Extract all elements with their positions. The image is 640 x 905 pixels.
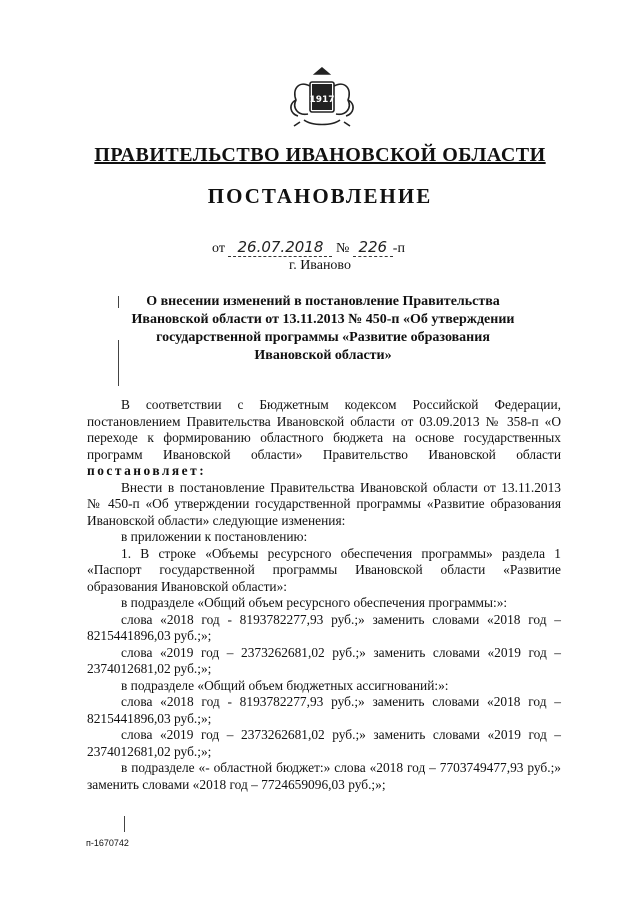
document-code: п-1670742: [86, 838, 129, 848]
paragraph: слова «2019 год – 2373262681,02 руб.;» заменить словами «2019 год – 2374012681,02 руб.;»;: [87, 644, 561, 676]
paragraph: Внести в постановление Правительства Ивановской области от 13.11.2013 № 450-п «Об утверждении государственной программы «Развитие образования Ивановской области» следующие изменения:: [87, 479, 561, 528]
paragraph: слова «2018 год - 8193782277,93 руб.;» заменить словами «2018 год – 8215441896,03 руб.;»;: [87, 611, 561, 643]
document-subject: [112, 293, 534, 365]
coat-of-arms-icon: [286, 64, 358, 130]
document-type: ПОСТАНОВЛЕНИЕ: [207, 184, 433, 208]
subject-line: О внесении изменений в постановление Правительства: [146, 294, 500, 309]
svg-text:1917: 1917: [309, 95, 335, 105]
paragraph: в приложении к постановлению:: [121, 529, 308, 544]
subject-line: государственной программы «Развитие образования: [156, 330, 490, 345]
date-prefix: от: [212, 241, 225, 256]
paragraph: в подразделе «- областной бюджет:» слова «2018 год – 7703749477,93 руб.;» заменить словами «2018 год – 7724659096,03 руб.;»;: [87, 760, 561, 792]
margin-mark: [124, 816, 125, 832]
number-suffix: -п: [392, 241, 405, 256]
paragraph: В соответствии с Бюджетным кодексом Российской Федерации, постановлением Правительства Ивановской области от 03.09.2013 № 358-п «О переходе к формированию областного бюджета на основе государственных программ Ивановской области» Правительство Ивановской области постановляет:: [87, 397, 561, 478]
paragraph: слова «2018 год - 8193782277,93 руб.;» заменить словами «2018 год – 8215441896,03 руб.;»;: [87, 694, 561, 726]
paragraph: слова «2019 год – 2373262681,02 руб.;» заменить словами «2019 год – 2374012681,02 руб.;»;: [87, 727, 561, 759]
city: г. Иваново: [289, 258, 351, 273]
date-number-line: [212, 238, 405, 257]
subject-line: Ивановской области от 13.11.2013 № 450-п «Об утверждении: [131, 312, 515, 327]
document-body: [87, 397, 561, 793]
government-title: ПРАВИТЕЛЬСТВО ИВАНОВСКОЙ ОБЛАСТИ: [94, 144, 546, 166]
paragraph: в подразделе «Общий объем бюджетных ассигнований:»:: [121, 677, 449, 693]
paragraph: 1. В строке «Объемы ресурсного обеспечения программы» раздела 1 «Паспорт государственной программы Ивановской области «Развитие образования Ивановской области»:: [87, 545, 561, 594]
emphasis-text: постановляет:: [87, 463, 207, 478]
number-prefix: №: [335, 241, 350, 256]
document-number: 226: [353, 238, 393, 257]
document-date: 26.07.2018: [228, 238, 332, 257]
paragraph: в подразделе «Общий объем ресурсного обеспечения программы:»:: [121, 595, 508, 610]
subject-line: Ивановской области»: [254, 348, 392, 363]
